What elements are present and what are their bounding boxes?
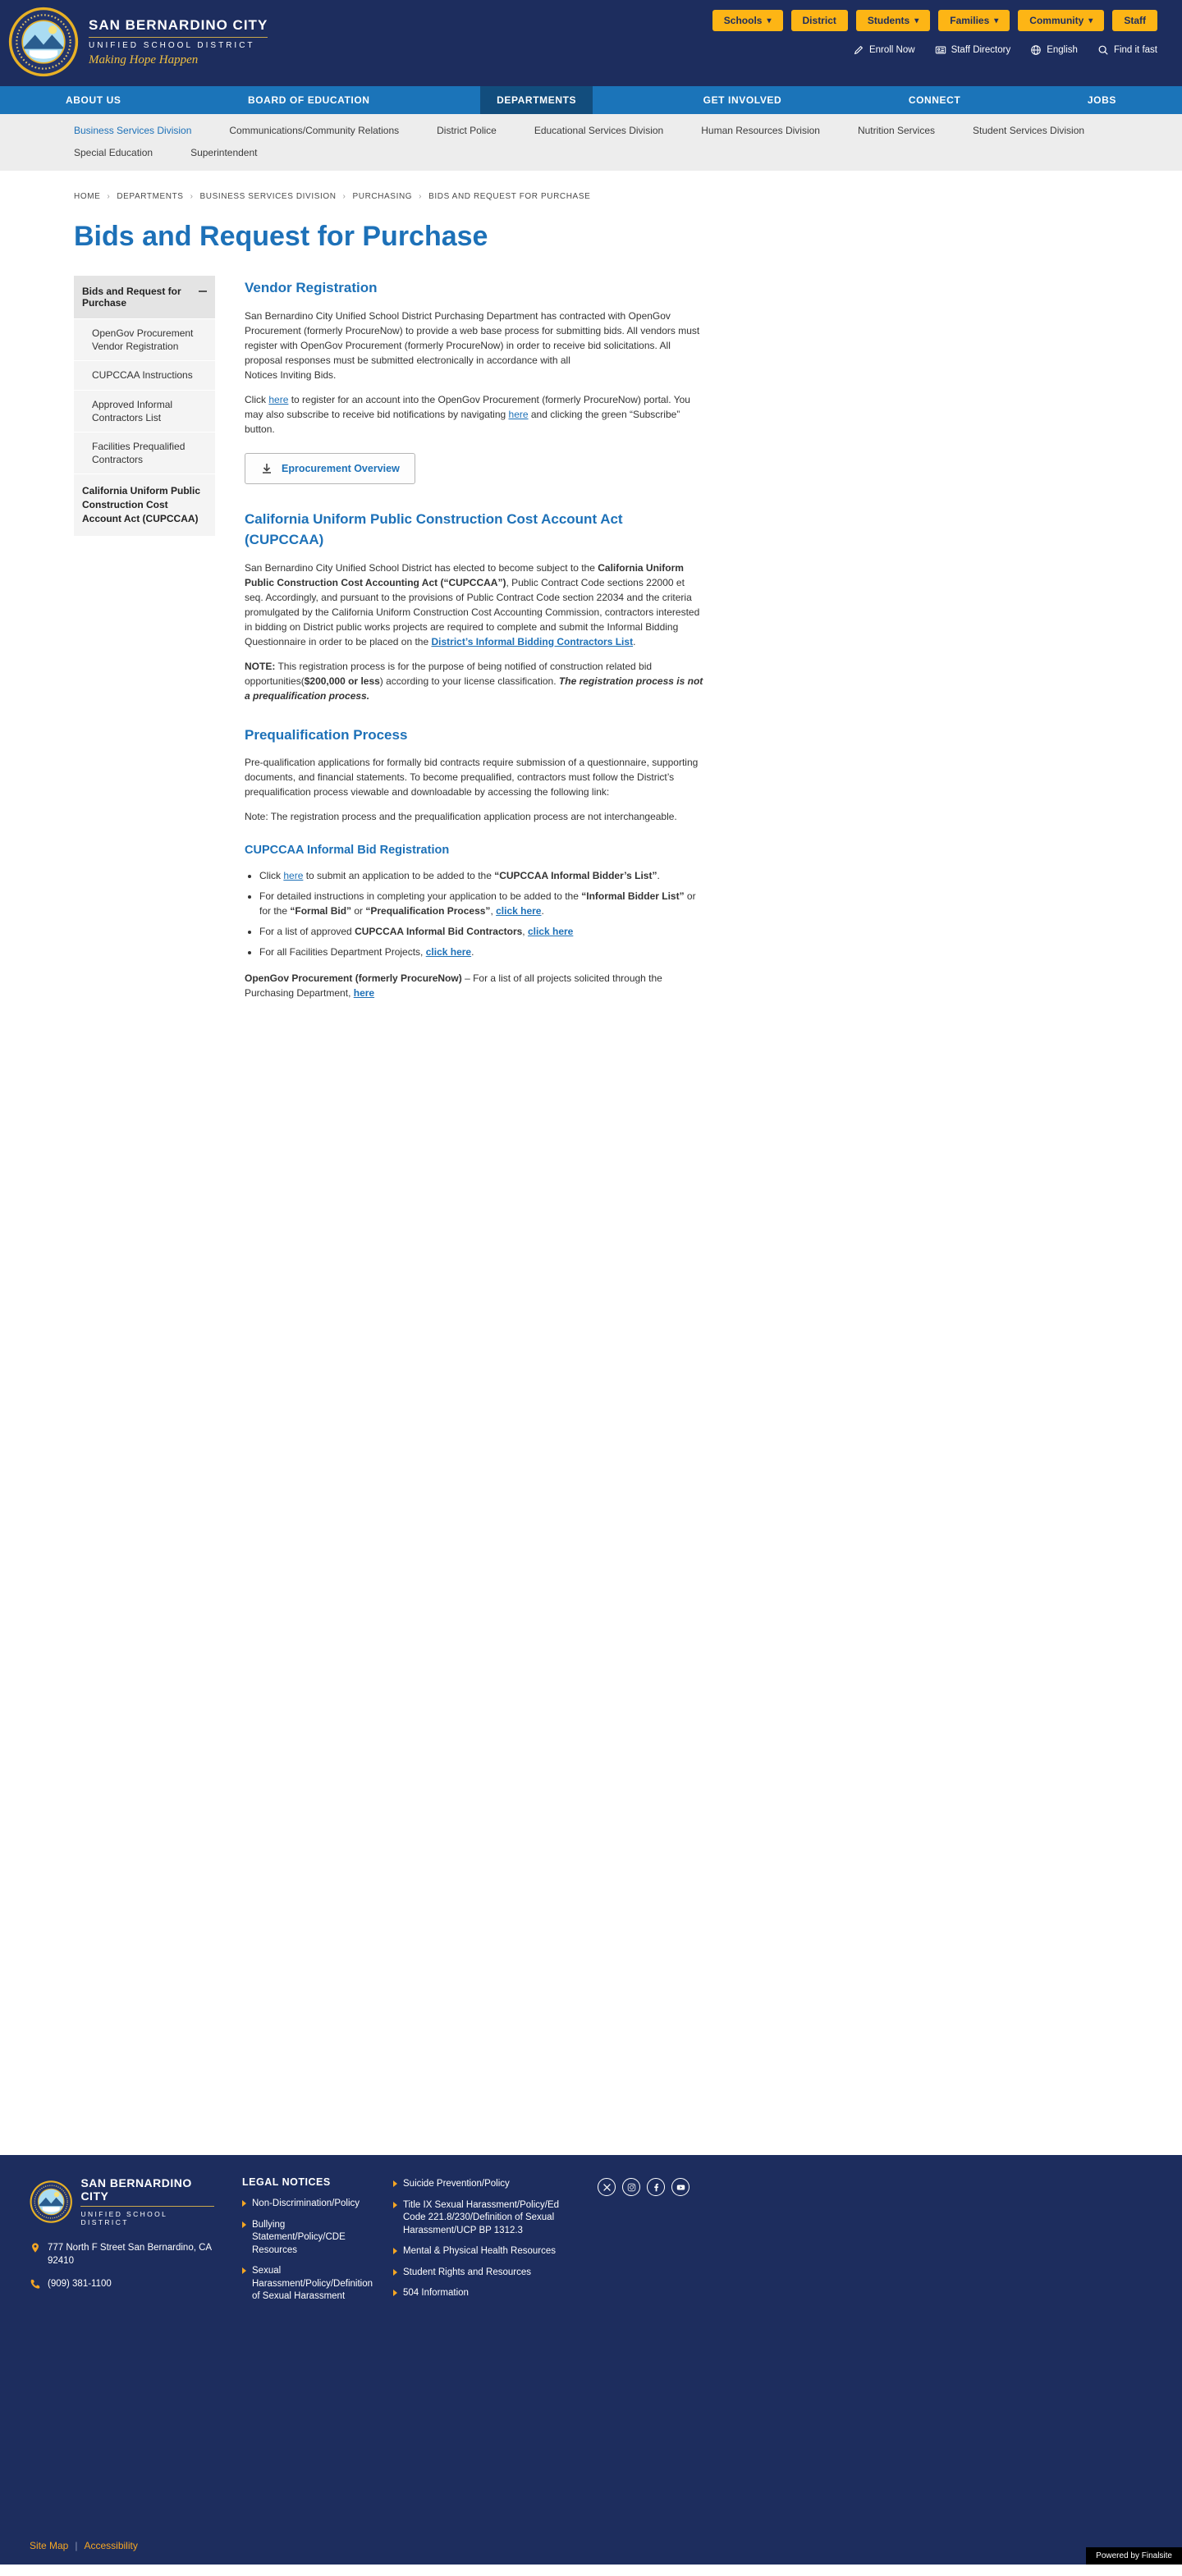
nav-about-us[interactable]: ABOUT US bbox=[66, 94, 121, 106]
sidebar-item-cupccaa-instructions[interactable]: CUPCCAA Instructions bbox=[74, 360, 215, 389]
youtube-icon[interactable] bbox=[671, 2178, 690, 2196]
footer-district-seal-logo bbox=[30, 2179, 72, 2225]
footer-link-non-discrimination[interactable]: Non-Discrimination/Policy bbox=[242, 2198, 365, 2211]
district-name-line2: UNIFIED SCHOOL DISTRICT bbox=[89, 40, 255, 50]
approved-contractors-link[interactable]: click here bbox=[527, 925, 574, 937]
sidebar-item-bids-and-rfp[interactable]: Bids and Request for Purchase bbox=[74, 276, 215, 318]
detailed-instructions-link[interactable]: click here bbox=[496, 904, 542, 917]
subnav-superintendent[interactable]: Superintendent bbox=[190, 147, 258, 158]
subnav-business-services[interactable]: Business Services Division bbox=[74, 125, 192, 136]
accessibility-link[interactable]: Accessibility bbox=[84, 2540, 138, 2551]
quick-button-schools[interactable]: Schools ▾ bbox=[712, 10, 783, 31]
site-header bbox=[0, 0, 1182, 86]
subnav-special-education[interactable]: Special Education bbox=[74, 147, 153, 158]
submit-application-here-link[interactable]: here bbox=[283, 869, 304, 881]
cupccaa-note: NOTE: This registration process is for the purpose of being notified of construction related bid opportunities($200,000 or less) according to your license classification. The registration process is not a prequalification process. bbox=[245, 660, 703, 702]
prequalification-paragraph: Pre-qualification applications for formally bid contracts require submission of a questionnaire, supporting documents, and financial statements. To become prequalified, contractors must follow the District’s prequalification process viewable and downloadable by accessing the following link: bbox=[245, 757, 699, 798]
footer-phone: (909) 381-1100 bbox=[30, 2277, 214, 2290]
opengov-projects-line: OpenGov Procurement (formerly ProcureNow) – For a list of all projects solicited through the Purchasing Department, here bbox=[245, 972, 662, 999]
vendor-registration-heading: Vendor Registration bbox=[245, 280, 378, 295]
informal-bid-registration-heading: CUPCCAA Informal Bid Registration bbox=[245, 844, 450, 857]
footer-contact-column bbox=[30, 2176, 214, 2300]
footer-link-mental-physical-health[interactable]: Mental & Physical Health Resources bbox=[393, 2245, 570, 2258]
enroll-now-link[interactable]: Enroll Now bbox=[853, 44, 915, 56]
breadcrumb-current: › BIDS AND REQUEST FOR PURCHASE bbox=[412, 192, 590, 201]
subnav-human-resources[interactable]: Human Resources Division bbox=[701, 125, 820, 136]
powered-by-finalsite-badge[interactable]: Powered by Finalsite bbox=[1086, 2547, 1182, 2565]
page-body bbox=[74, 276, 1182, 2155]
pencil-icon bbox=[853, 44, 864, 56]
nav-board-of-education[interactable]: BOARD OF EDUCATION bbox=[247, 94, 370, 106]
footer-link-title-ix[interactable]: Title IX Sexual Harassment/Policy/Ed Code 221.8/230/Definition of Sexual Harassment/UCP BP 1312.3 bbox=[393, 2199, 570, 2238]
sidebar-item-cupccaa-act[interactable]: California Uniform Public Construction Cost Account Act (CUPCCAA) bbox=[74, 474, 215, 535]
collapse-icon[interactable] bbox=[199, 291, 207, 292]
x-twitter-icon[interactable] bbox=[598, 2178, 616, 2196]
utility-links bbox=[712, 44, 1157, 56]
footer-link-504-information[interactable]: 504 Information bbox=[393, 2287, 570, 2300]
quick-button-families[interactable]: Families ▾ bbox=[938, 10, 1010, 31]
article-content bbox=[245, 276, 704, 1043]
directory-card-icon bbox=[935, 44, 946, 56]
nav-connect[interactable]: CONNECT bbox=[908, 94, 961, 106]
quick-button-district[interactable]: District bbox=[791, 10, 848, 31]
section-sidebar bbox=[74, 276, 215, 536]
nav-jobs[interactable]: JOBS bbox=[1087, 94, 1116, 106]
eprocurement-overview-button[interactable]: Eprocurement Overview bbox=[245, 453, 415, 484]
footer-address: 777 North F Street San Bernardino, CA 92410 bbox=[30, 2241, 214, 2267]
language-select[interactable]: English bbox=[1030, 44, 1078, 56]
breadcrumb bbox=[74, 192, 1182, 201]
quick-button-staff[interactable]: Staff bbox=[1112, 10, 1157, 31]
site-map-link[interactable]: Site Map bbox=[30, 2540, 69, 2551]
legal-notices-heading: LEGAL NOTICES bbox=[242, 2176, 331, 2188]
sidebar-item-approved-informal-contractors[interactable]: Approved Informal Contractors List bbox=[74, 390, 215, 432]
prequalification-note: Note: The registration process and the prequalification application process are not interchangeable. bbox=[245, 811, 677, 822]
prequalification-heading: Prequalification Process bbox=[245, 726, 408, 743]
footer-link-bullying-statement[interactable]: Bullying Statement/Policy/CDE Resources bbox=[242, 2219, 365, 2258]
breadcrumb-departments[interactable]: › DEPARTMENTS bbox=[100, 192, 183, 201]
search-icon bbox=[1097, 44, 1109, 56]
breadcrumb-business-services[interactable]: › BUSINESS SERVICES DIVISION bbox=[184, 192, 337, 201]
subnav-educational-services[interactable]: Educational Services Division bbox=[534, 125, 664, 136]
footer-link-sexual-harassment[interactable]: Sexual Harassment/Policy/Definition of Sexual Harassment bbox=[242, 2265, 365, 2304]
brand-divider bbox=[89, 37, 268, 38]
district-name-line1: SAN BERNARDINO CITY bbox=[89, 16, 268, 33]
phone-icon bbox=[30, 2278, 41, 2290]
subnav-communications[interactable]: Communications/Community Relations bbox=[229, 125, 400, 136]
list-item: • For a list of approved CUPCCAA Informal Bid Contractors, click here bbox=[259, 924, 704, 939]
nav-get-involved[interactable]: GET INVOLVED bbox=[703, 94, 782, 106]
download-icon bbox=[260, 462, 273, 475]
notices-inviting-bids-line: Notices Inviting Bids. bbox=[245, 368, 337, 381]
facebook-icon[interactable] bbox=[647, 2178, 665, 2196]
sidebar-item-facilities-prequalified[interactable]: Facilities Prequalified Contractors bbox=[74, 432, 215, 474]
cupccaa-paragraph: San Bernardino City Unified School District has elected to become subject to the California Uniform Public Construction Cost Accounting Act (“CUPCCAA”), Public Contract Code sections 22000 et seq. Accordingly, and pursuant to the provisions of Public Contract Code section 22034 and the criteria promulgated by the California Uniform Construction Cost Accounting Commission, contractors interested in bidding on District public works projects are required to complete and submit the Informal Bidding Questionnaire in order to be placed on the District’s Informal Bidding Contractors List. bbox=[245, 561, 700, 647]
departments-subnav bbox=[0, 114, 1182, 171]
footer-brand-divider bbox=[80, 2206, 214, 2207]
footer-link-student-rights[interactable]: Student Rights and Resources bbox=[393, 2267, 570, 2280]
register-here-link[interactable]: here bbox=[268, 393, 289, 405]
audience-quick-buttons bbox=[712, 10, 1157, 31]
footer-resources-column bbox=[393, 2176, 570, 2308]
quick-button-students[interactable]: Students ▾ bbox=[856, 10, 930, 31]
footer-social-links bbox=[598, 2176, 690, 2196]
subnav-district-police[interactable]: District Police bbox=[437, 125, 497, 136]
staff-directory-link[interactable]: Staff Directory bbox=[935, 44, 1011, 56]
quick-button-community[interactable]: Community ▾ bbox=[1018, 10, 1104, 31]
district-tagline: Making Hope Happen bbox=[89, 53, 199, 66]
subnav-student-services[interactable]: Student Services Division bbox=[973, 125, 1085, 136]
district-brand[interactable] bbox=[8, 7, 268, 77]
subnav-nutrition-services[interactable]: Nutrition Services bbox=[857, 125, 935, 136]
subscribe-here-link[interactable]: here bbox=[508, 408, 529, 420]
all-projects-here-link[interactable]: here bbox=[353, 986, 375, 999]
site-footer bbox=[0, 2155, 1182, 2565]
breadcrumb-home[interactable]: HOME bbox=[74, 192, 101, 201]
footer-legal-column bbox=[242, 2176, 373, 2312]
main-navigation bbox=[0, 86, 1182, 114]
footer-link-suicide-prevention[interactable]: Suicide Prevention/Policy bbox=[393, 2178, 570, 2191]
list-item: • Click here to submit an application to be added to the “CUPCCAA Informal Bidder’s List”. bbox=[259, 868, 704, 883]
facilities-projects-link[interactable]: click here bbox=[425, 945, 472, 958]
district-seal-logo bbox=[8, 7, 79, 77]
footer-district-name-line2: UNIFIED SCHOOL DISTRICT bbox=[80, 2210, 167, 2226]
nav-departments[interactable]: DEPARTMENTS bbox=[480, 86, 593, 114]
list-item: • For all Facilities Department Projects, click here. bbox=[259, 945, 704, 959]
vendor-paragraph-2: Click here to register for an account into the OpenGov Procurement (formerly ProcureNow) portal. You may also subscribe to receive bid notifications by navigating here and clicking the green “Subscribe” button. bbox=[245, 393, 690, 435]
page-title: Bids and Request for Purchase bbox=[74, 221, 488, 252]
list-item: • For detailed instructions in completing your application to be added to the “Informal Bidder List” or for the “Formal Bid” or “Prequalification Process”, click here. bbox=[259, 889, 704, 918]
informal-bid-list bbox=[259, 868, 704, 959]
footer-district-name-line1: SAN BERNARDINO CITY bbox=[80, 2176, 192, 2203]
footer-bottom-links: Site Map | Accessibility bbox=[30, 2540, 138, 2551]
breadcrumb-purchasing[interactable]: › PURCHASING bbox=[337, 192, 413, 201]
globe-icon bbox=[1030, 44, 1042, 56]
map-pin-icon bbox=[30, 2242, 41, 2253]
instagram-icon[interactable] bbox=[622, 2178, 640, 2196]
vendor-paragraph-1: San Bernardino City Unified School District Purchasing Department has contracted with OpenGov Procurement (formerly ProcureNow) to provide a web base process for submitting bids. All vendors must register with OpenGov Procurement (formerly ProcureNow) in order to receive bid solicitations. All proposal responses must be submitted electronically in accordance with all Notices Inviting Bids. bbox=[245, 309, 700, 381]
sidebar-item-opengov-vendor-registration[interactable]: OpenGov Procurement Vendor Registration bbox=[74, 318, 215, 360]
informal-bidding-contractors-list-link[interactable]: District’s Informal Bidding Contractors List bbox=[431, 635, 634, 647]
cupccaa-heading: California Uniform Public Construction Cost Account Act (CUPCCAA) bbox=[245, 510, 623, 547]
search-trigger[interactable]: Find it fast bbox=[1097, 44, 1157, 56]
